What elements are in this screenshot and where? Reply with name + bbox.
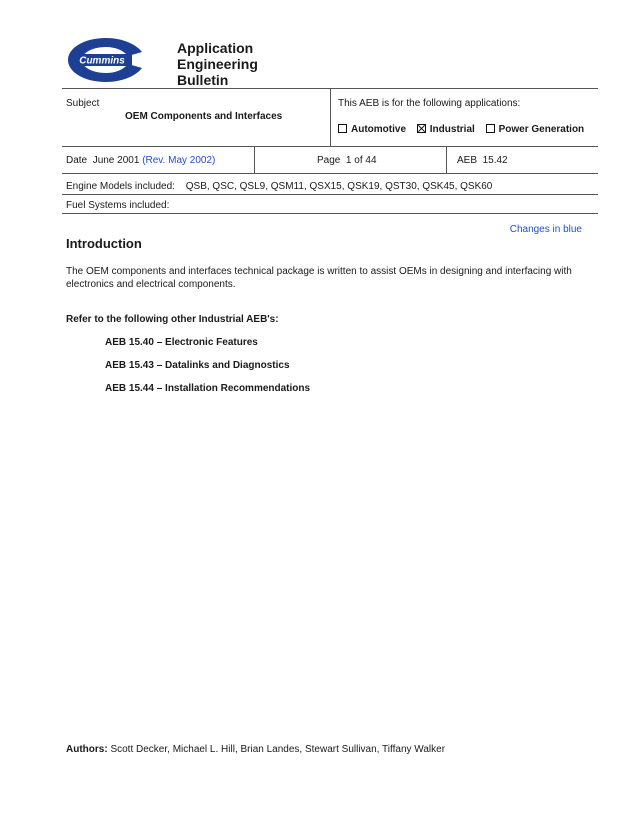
reference-item: AEB 15.43 – Datalinks and Diagnostics	[105, 360, 290, 371]
page-number: 1	[345, 155, 352, 166]
applications-intro: This AEB is for the following applications:	[338, 98, 521, 109]
rule-subject-bottom	[62, 146, 598, 147]
page-total: 44	[365, 155, 377, 166]
authors-label: Authors:	[66, 744, 108, 755]
engine-models-row	[66, 181, 492, 192]
page-label: Page	[317, 155, 341, 166]
reference-item: AEB 15.44 – Installation Recommendations	[105, 383, 311, 394]
checkbox-automotive	[338, 124, 347, 133]
title-line-3: Bulletin	[177, 72, 229, 88]
industrial-label: Industrial	[429, 124, 475, 135]
fuel-systems-label: Fuel Systems included:	[66, 200, 170, 211]
reference-item: AEB 15.40 – Electronic Features	[105, 337, 258, 348]
divider-date	[254, 146, 255, 173]
page-field	[317, 155, 377, 166]
date-value: June 2001	[92, 155, 140, 166]
subject-value: OEM Components and Interfaces	[125, 111, 283, 122]
divider-page	[446, 146, 447, 173]
engine-models-value: QSB, QSC, QSL9, QSM11, QSX15, QSK19, QST30, QSK45, QSK60	[185, 181, 493, 192]
fuel-systems-row	[66, 200, 169, 211]
checkbox-power-generation	[486, 124, 495, 133]
changes-note: Changes in blue	[509, 224, 582, 235]
of-label: of	[354, 155, 363, 166]
power-generation-label: Power Generation	[498, 124, 585, 135]
bulletin-title	[177, 40, 258, 88]
engine-models-label: Engine Models included:	[66, 181, 175, 192]
subject-label: Subject	[66, 98, 100, 109]
authors-line	[66, 744, 445, 755]
date-label: Date	[66, 155, 88, 166]
introduction-paragraph: The OEM components and interfaces technical package is written to assist OEMs in designing and interfacing with electronics and electrical components.	[66, 266, 572, 290]
introduction-heading: Introduction	[66, 236, 142, 251]
applications-checkboxes	[338, 124, 584, 135]
rule-fuel-bottom	[62, 213, 598, 214]
aeb-field	[457, 155, 508, 166]
date-field	[66, 155, 215, 166]
rule-meta-bottom	[62, 173, 598, 174]
authors-names: Scott Decker, Michael L. Hill, Brian Landes, Stewart Sullivan, Tiffany Walker	[110, 744, 446, 755]
logo-text: Cummins	[79, 55, 125, 67]
title-line-2: Engineering	[177, 56, 258, 72]
cummins-logo	[66, 36, 146, 84]
divider-subject	[330, 88, 331, 146]
title-line-1: Application	[177, 40, 254, 56]
references-heading: Refer to the following other Industrial AEB's:	[66, 314, 279, 325]
rule-engines-bottom	[62, 194, 598, 195]
checkbox-industrial	[417, 124, 426, 133]
automotive-label: Automotive	[351, 124, 406, 135]
aeb-label: AEB	[457, 155, 478, 166]
cummins-logo-icon	[66, 36, 146, 84]
aeb-number: 15.42	[482, 155, 508, 166]
revision-date: (Rev. May 2002)	[142, 155, 216, 166]
